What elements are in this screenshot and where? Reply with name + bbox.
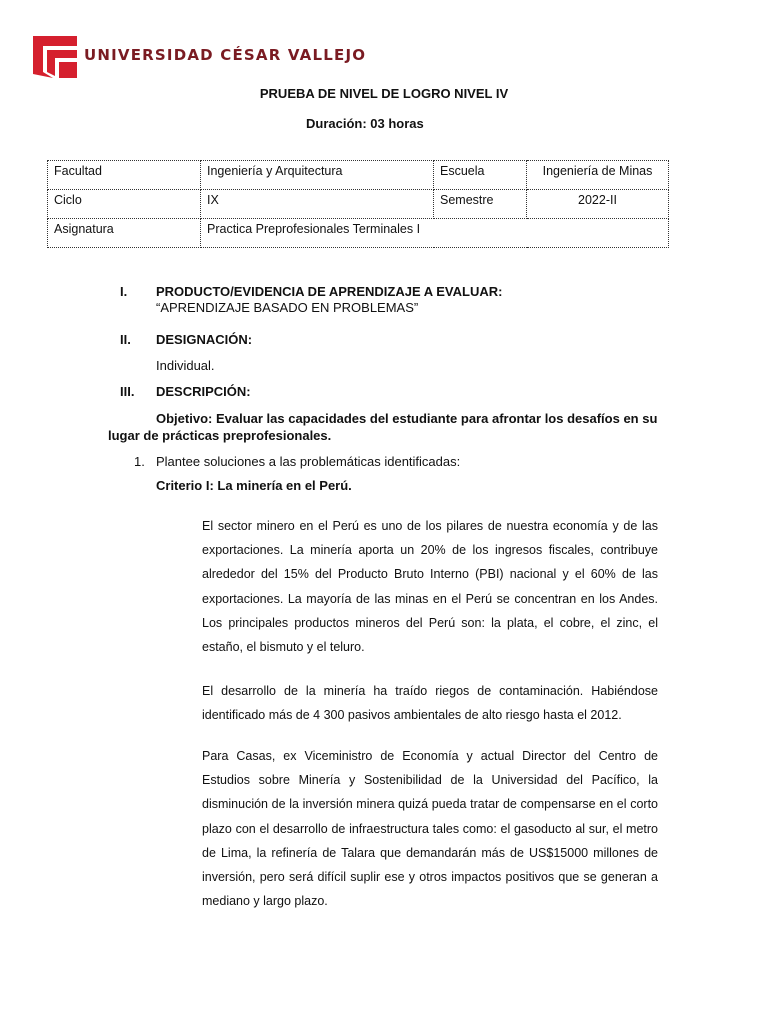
section-1-title: PRODUCTO/EVIDENCIA DE APRENDIZAJE A EVALUAR:	[156, 284, 503, 299]
asignatura-label: Asignatura	[48, 219, 201, 248]
facultad-label: Facultad	[48, 161, 201, 190]
paragraph-investment: Para Casas, ex Viceministro de Economía y actual Director del Centro de Estudios sobre Minería y Sostenibilidad de la Universidad del Pacífico, la disminución de la inversión minera quizá pueda tratar de compensarse en el corto plazo con el desarrollo de infraestructura tales como: el gasoducto al sur, el metro de Lima, la refinería de Talara que demandarán más de US$15000 millones de inversión, pero será difícil suplir ese y otros impactos positivos que se generan a mediano y largo plazo.	[202, 749, 658, 909]
info-table	[47, 160, 669, 248]
criterio-heading: Criterio I: La minería en el Perú.	[156, 478, 352, 493]
semestre-value: 2022-II	[527, 190, 669, 219]
paragraph-contamination: El desarrollo de la minería ha traído riegos de contaminación. Habiéndose identificado más de 4 300 pasivos ambientales de alto riesgo hasta el 2012.	[202, 684, 658, 723]
table-row	[48, 219, 669, 248]
table-row	[48, 190, 669, 219]
section-1-number: I.	[120, 284, 128, 299]
asignatura-value: Practica Preprofesionales Terminales I	[201, 219, 669, 248]
document-title: PRUEBA DE NIVEL DE LOGRO NIVEL IV	[259, 86, 509, 101]
paragraph-mining-sector: El sector minero en el Perú es uno de los pilares de nuestra economía y de las exportaciones. La minería aporta un 20% de los ingresos fiscales, contribuye alrededor del 15% del Producto Bruto Interno (PBI) nacional y el 60% de las exportaciones. La mayoría de las minas en el Perú se concentran en los Andes. Los principales productos mineros del Perú son: la plata, el cobre, el zinc, el estaño, el bismuto y el teluro.	[202, 519, 658, 655]
ciclo-label: Ciclo	[48, 190, 201, 219]
section-1-subtitle: “APRENDIZAJE BASADO EN PROBLEMAS”	[156, 300, 419, 315]
university-name: UNIVERSIDAD CÉSAR VALLEJO	[84, 46, 367, 64]
item-1-text: Plantee soluciones a las problemáticas identificadas:	[156, 454, 461, 469]
section-2-number: II.	[120, 332, 131, 347]
section-2-value: Individual.	[156, 358, 215, 373]
section-3-title: DESCRIPCIÓN:	[156, 384, 251, 399]
duration-label: Duración: 03 horas	[306, 116, 424, 131]
escuela-value: Ingeniería de Minas	[527, 161, 669, 190]
facultad-value: Ingeniería y Arquitectura	[201, 161, 434, 190]
section-3-number: III.	[120, 384, 135, 399]
item-1-number: 1.	[134, 454, 145, 469]
section-2-title: DESIGNACIÓN:	[156, 332, 253, 347]
university-logo	[31, 34, 79, 80]
objective-text: Objetivo: Evaluar las capacidades del estudiante para afrontar los desafíos en su lugar de prácticas preprofesionales.	[108, 411, 658, 443]
table-row	[48, 161, 669, 190]
semestre-label: Semestre	[434, 190, 527, 219]
ciclo-value: IX	[201, 190, 434, 219]
escuela-label: Escuela	[434, 161, 527, 190]
